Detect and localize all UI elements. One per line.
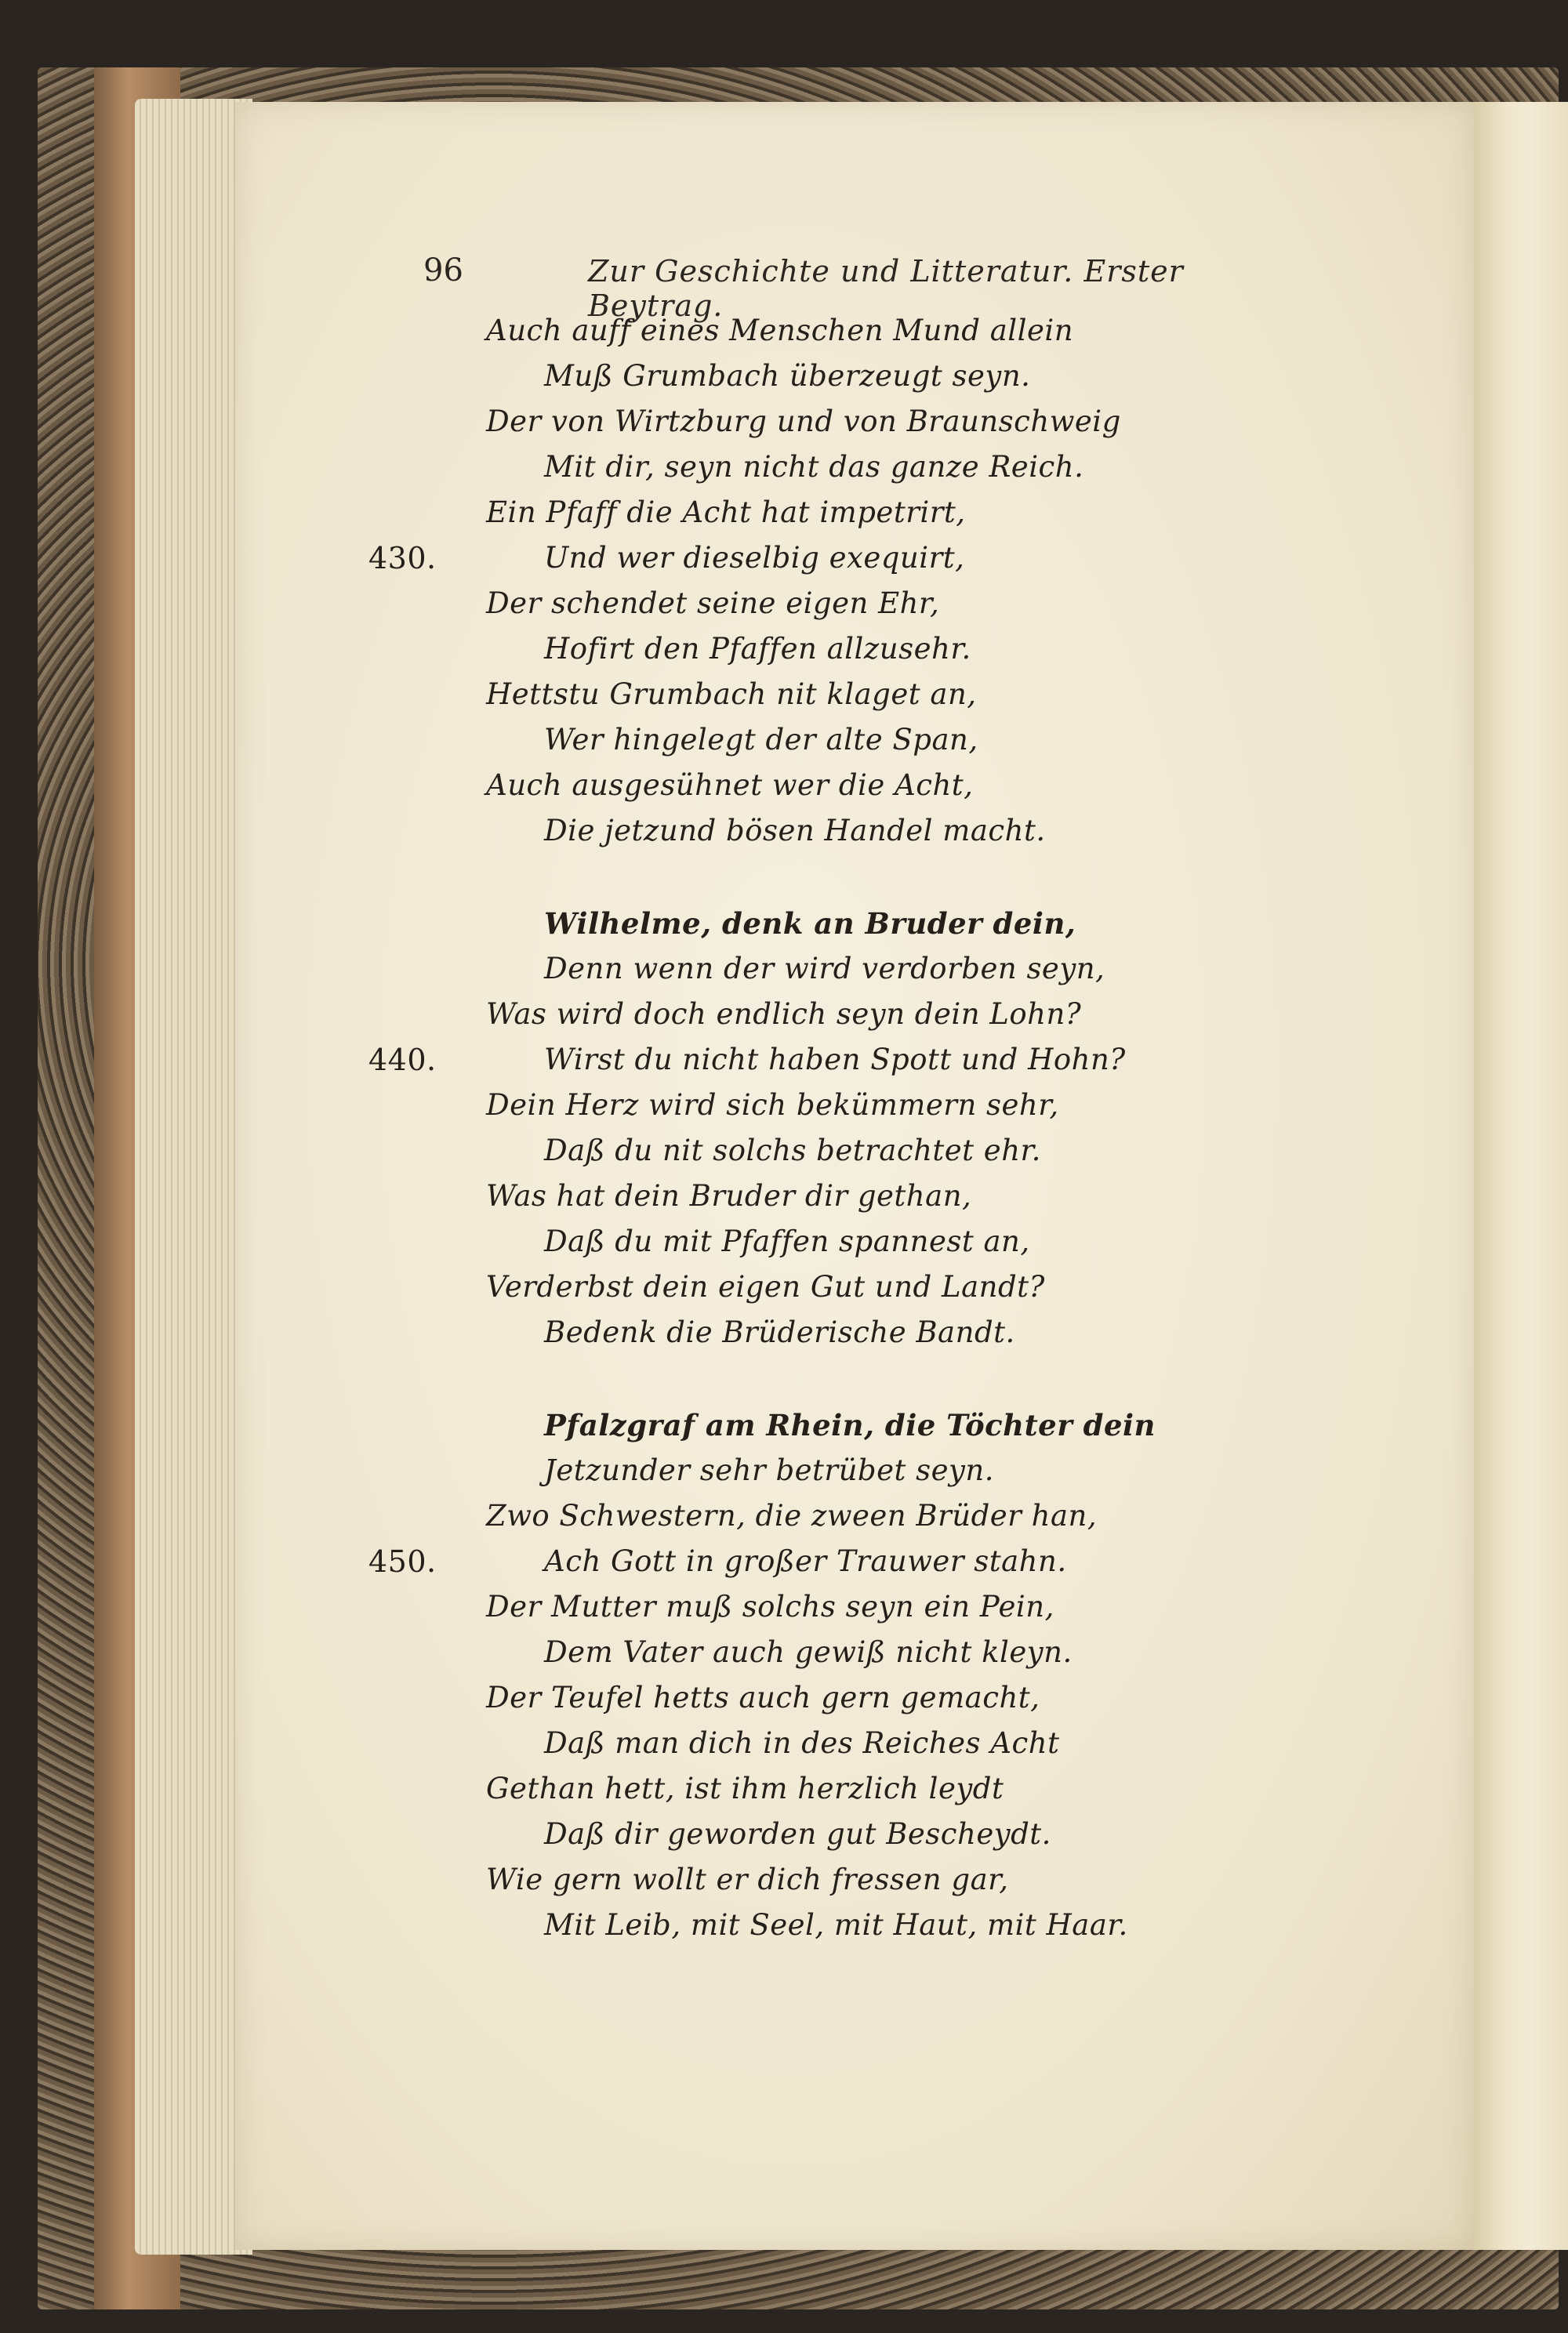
verse-line bbox=[368, 1043, 1126, 1088]
verse-line bbox=[544, 359, 1030, 405]
verse-line bbox=[544, 1225, 1030, 1270]
line-number: 430. bbox=[368, 541, 437, 575]
verse-line bbox=[486, 677, 977, 723]
verse-line bbox=[486, 1590, 1054, 1635]
verse-line-text: Der Teufel hetts auch gern gemacht, bbox=[486, 1681, 1040, 1714]
verse-line-text: Ach Gott in großer Trauwer stahn. bbox=[544, 1544, 1067, 1578]
verse-line bbox=[544, 1726, 1059, 1772]
verse-line-text: Wer hingelegt der alte Span, bbox=[544, 723, 978, 757]
verse-line-text: Und wer dieselbig exequirt, bbox=[544, 541, 965, 575]
verse-line bbox=[544, 1315, 1015, 1361]
verse-line bbox=[544, 723, 978, 768]
verse-line bbox=[368, 1544, 1067, 1590]
verse-line bbox=[486, 1499, 1097, 1544]
page-number: 96 bbox=[423, 252, 463, 288]
verse-line bbox=[486, 314, 1073, 359]
verse-line-text: Wie gern wollt er dich fressen gar, bbox=[486, 1863, 1009, 1896]
verse-line bbox=[368, 541, 965, 586]
verse-line bbox=[544, 814, 1046, 859]
verse-line-text: Daß du nit solchs betrachtet ehr. bbox=[544, 1134, 1041, 1167]
verse-line-text: Daß man dich in des Reiches Acht bbox=[544, 1726, 1060, 1760]
verse-line-text: Hettstu Grumbach nit klaget an, bbox=[486, 677, 977, 711]
verse-line-text: Die jetzund bösen Handel macht. bbox=[544, 814, 1046, 847]
verse-line-text: Bedenk die Brüderische Bandt. bbox=[544, 1315, 1015, 1349]
verse-line bbox=[486, 1772, 1004, 1817]
verse-line-text: Mit dir, seyn nicht das ganze Reich. bbox=[544, 450, 1084, 484]
verse-line-text: Denn wenn der wird verdorben seyn, bbox=[544, 952, 1105, 985]
verse-line-text: Mit Leib, mit Seel, mit Haut, mit Haar. bbox=[544, 1908, 1128, 1942]
verse-line-text: Gethan hett, ist ihm herzlich leydt bbox=[486, 1772, 1004, 1805]
verse-line bbox=[544, 1817, 1051, 1863]
verse-line-text: Der von Wirtzburg und von Braunschweig bbox=[486, 405, 1121, 438]
verse-line bbox=[544, 1134, 1041, 1179]
verse-line bbox=[486, 1681, 1040, 1726]
verse-line-text: Muß Grumbach überzeugt seyn. bbox=[544, 359, 1031, 393]
verse-line-text: Daß du mit Pfaffen spannest an, bbox=[544, 1225, 1030, 1258]
verse-line bbox=[486, 586, 939, 632]
running-head: Zur Geschichte und Litteratur. Erster Beytrag. bbox=[588, 254, 1184, 323]
line-number: 440. bbox=[368, 1043, 437, 1077]
verse-line-text: Dein Herz wird sich bekümmern sehr, bbox=[486, 1088, 1059, 1122]
verse-line bbox=[486, 1863, 1009, 1908]
verse-line-text: Der Mutter muß solchs seyn ein Pein, bbox=[486, 1590, 1054, 1624]
verse-line bbox=[544, 632, 971, 677]
verse-line-text: Zwo Schwestern, die zween Brüder han, bbox=[486, 1499, 1098, 1533]
verse-line-text: Auch auff eines Menschen Mund allein bbox=[486, 314, 1074, 347]
verse-line-text: Jetzunder sehr betrübet seyn. bbox=[544, 1453, 994, 1487]
verse-line-text: Hofirt den Pfaffen allzusehr. bbox=[544, 632, 971, 666]
verse-line-text: Ein Pfaff die Acht hat impetrirt, bbox=[486, 495, 966, 529]
verse-line-text: Was hat dein Bruder dir gethan, bbox=[486, 1179, 972, 1213]
verse-line-text: Der schendet seine eigen Ehr, bbox=[486, 586, 940, 620]
verse-line bbox=[486, 768, 973, 814]
verse-line-text: Was wird doch endlich seyn dein Lohn? bbox=[486, 997, 1082, 1031]
verse-line bbox=[544, 1635, 1073, 1681]
verse-line bbox=[486, 1088, 1059, 1134]
verse-line bbox=[544, 1908, 1128, 1954]
verse-line bbox=[486, 997, 1081, 1043]
verse-line bbox=[486, 405, 1121, 450]
verse-line bbox=[486, 495, 966, 541]
page-header bbox=[423, 252, 1239, 323]
verse-line bbox=[486, 1179, 971, 1225]
verse-line bbox=[544, 1453, 994, 1499]
verse-line-text: Daß dir geworden gut Bescheydt. bbox=[544, 1817, 1051, 1851]
verse-line-text: Wilhelme, denk an Bruder dein, bbox=[544, 906, 1076, 941]
page-gutter bbox=[1474, 102, 1568, 2250]
verse-line bbox=[544, 450, 1083, 495]
verse-line bbox=[544, 1408, 1156, 1453]
verse-line-text: Auch ausgesühnet wer die Acht, bbox=[486, 768, 974, 802]
verse-line-text: Pfalzgraf am Rhein, die Töchter dein bbox=[544, 1408, 1156, 1442]
verse-line bbox=[486, 1270, 1045, 1315]
verse-line bbox=[544, 952, 1105, 997]
verse-line-text: Wirst du nicht haben Spott und Hohn? bbox=[544, 1043, 1126, 1076]
line-number: 450. bbox=[368, 1544, 437, 1579]
verse-line bbox=[544, 906, 1076, 952]
verse-line-text: Dem Vater auch gewiß nicht kleyn. bbox=[544, 1635, 1073, 1669]
verse-line-text: Verderbst dein eigen Gut und Landt? bbox=[486, 1270, 1045, 1304]
